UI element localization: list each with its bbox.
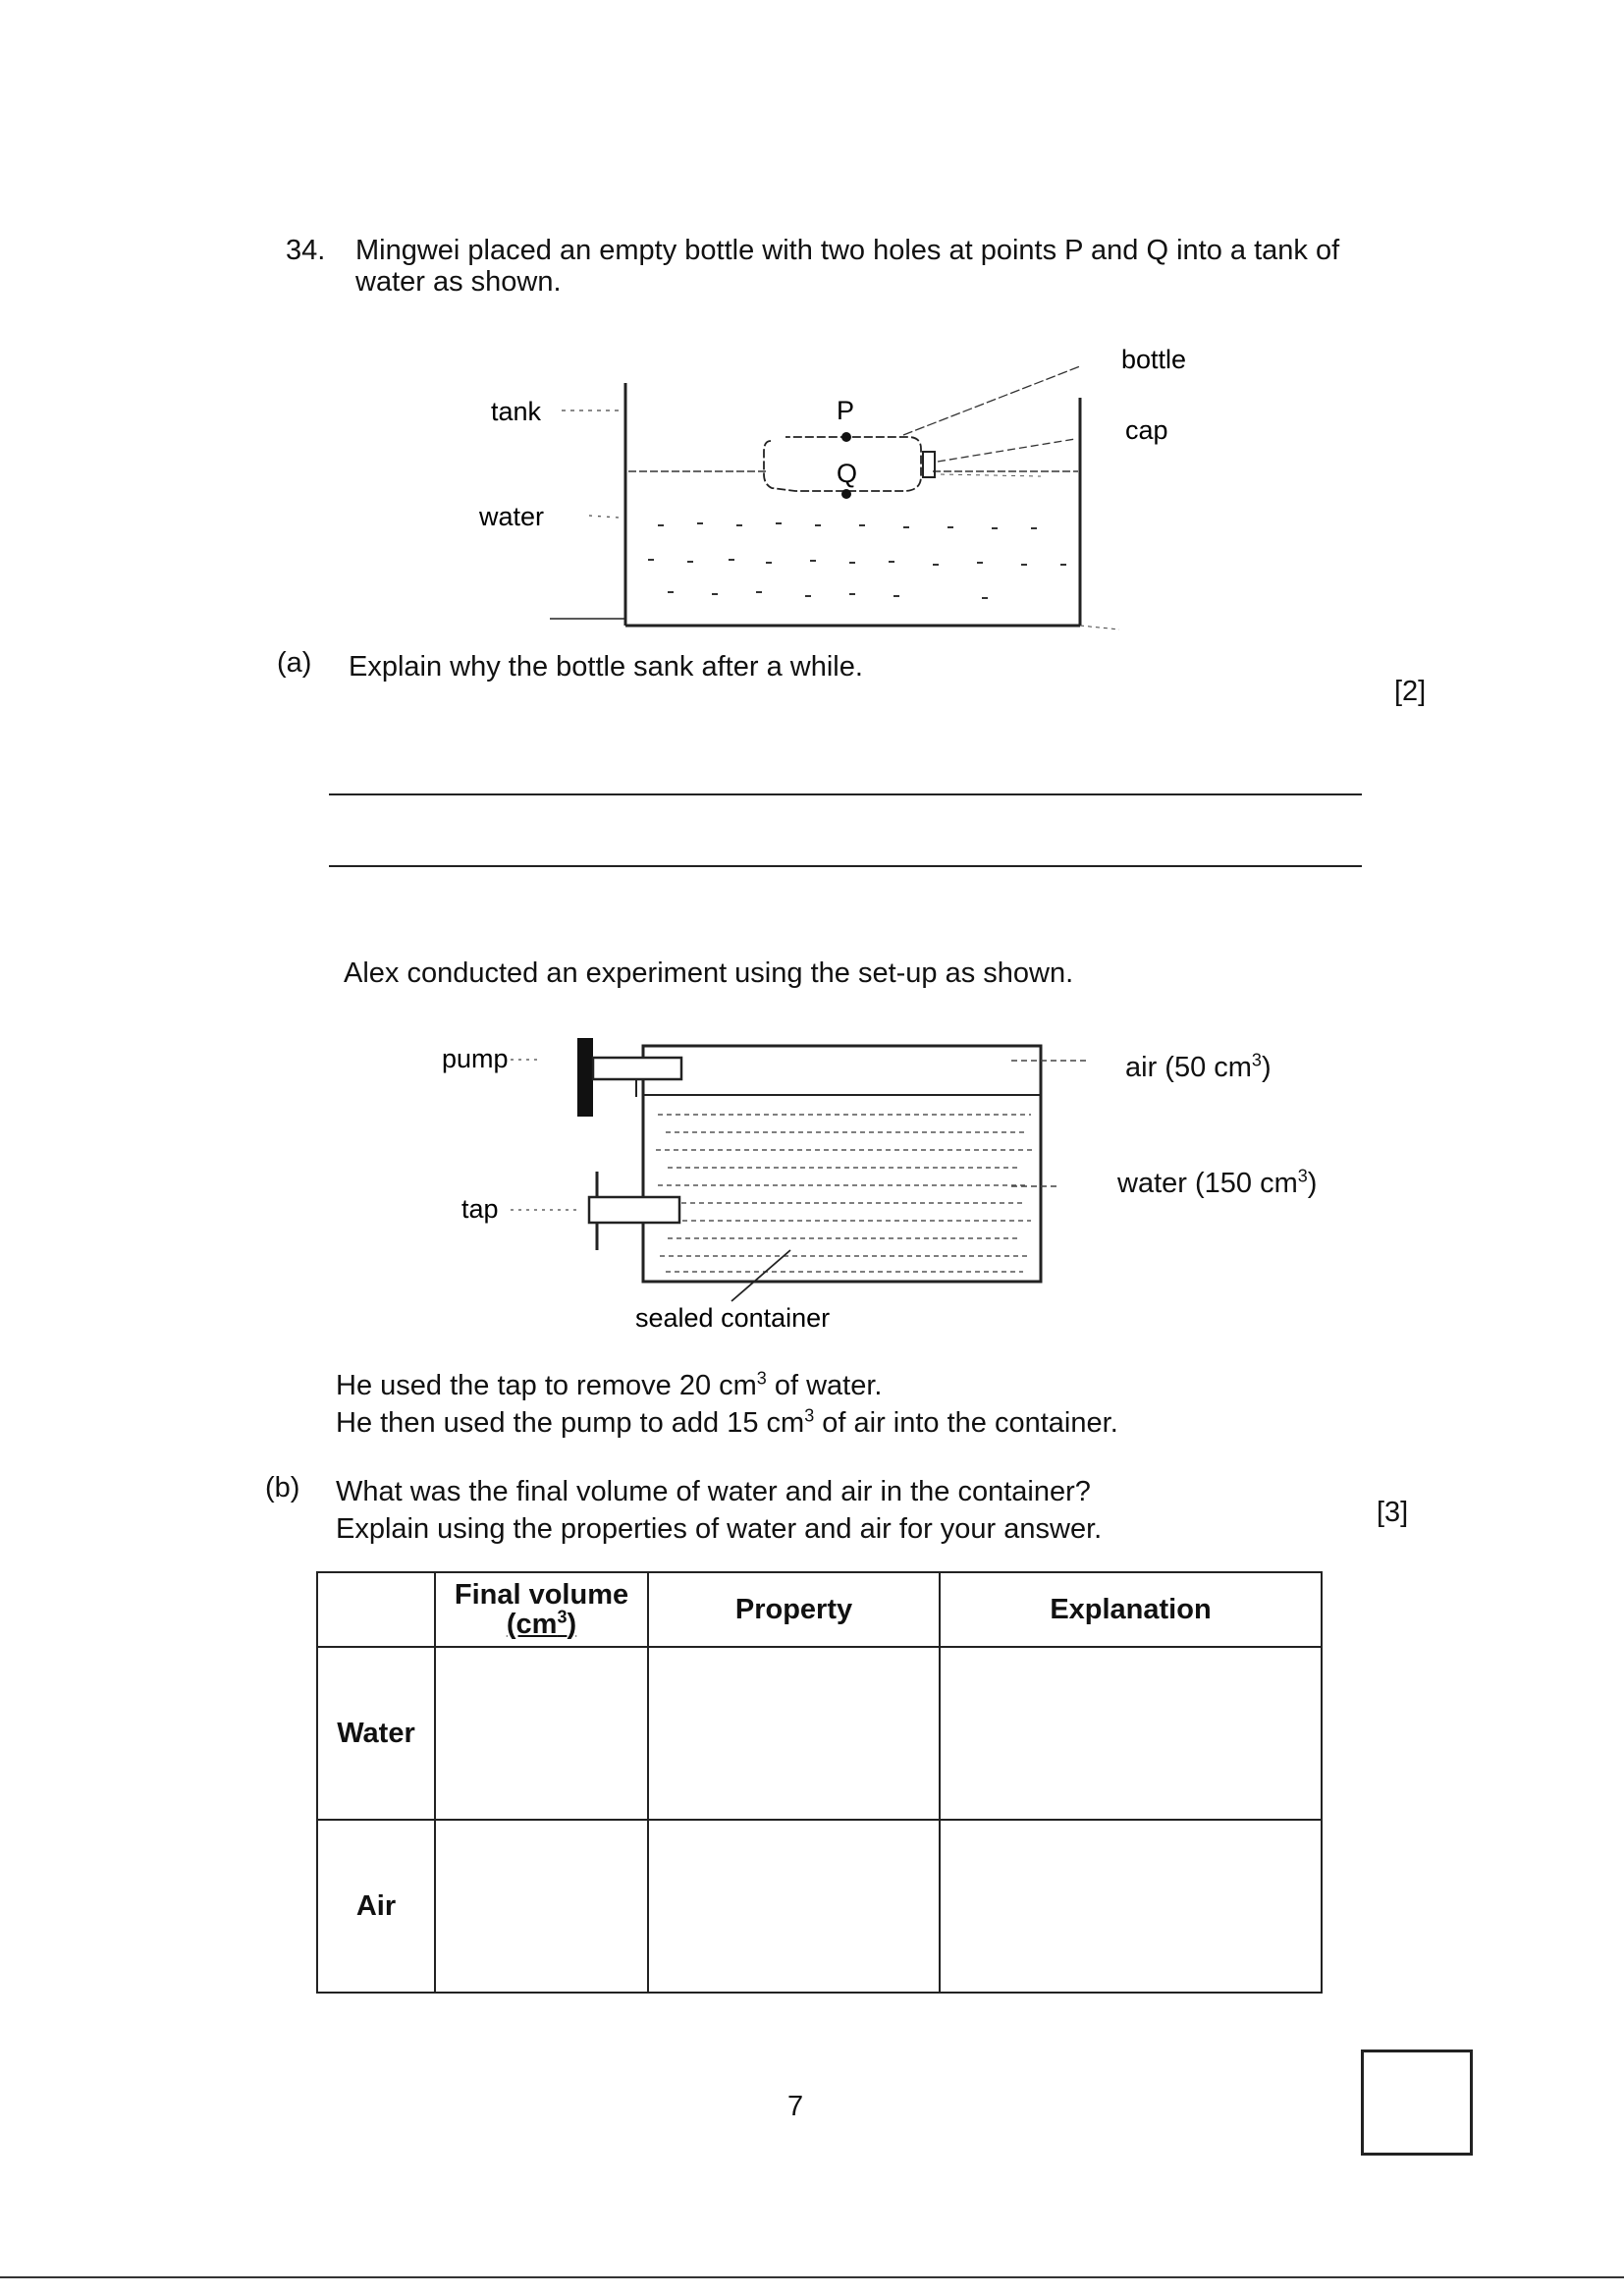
header-explanation: Explanation	[940, 1572, 1322, 1647]
water-property-cell[interactable]	[648, 1647, 940, 1820]
label-air-volume: air (50 $cm^3$)	[1125, 1050, 1272, 1083]
part-a-question: Explain why the bottle sank after a while.	[349, 651, 863, 683]
table-row-air	[317, 1820, 1322, 1993]
water-volume-cell[interactable]	[435, 1647, 648, 1820]
container-outline	[643, 1046, 1041, 1282]
air-volume-cell[interactable]	[435, 1820, 648, 1993]
step-add-air: He then used the pump to add 15 $cm^3$ of air into the container.	[336, 1405, 1118, 1439]
label-cap: cap	[1125, 415, 1168, 445]
question-number: 34.	[286, 235, 326, 266]
part-b-question-line1: What was the final volume of water and air in the container?	[336, 1476, 1091, 1507]
water-explanation-cell[interactable]	[940, 1647, 1322, 1820]
row-label-water: Water	[317, 1647, 435, 1820]
point-p	[841, 432, 851, 442]
experiment-intro: Alex conducted an experiment using the set-up as shown.	[344, 957, 1074, 989]
part-b-question-line2: Explain using the properties of water and air for your answer.	[336, 1513, 1103, 1545]
question-intro-line1: Mingwei placed an empty bottle with two holes at points P and Q into a tank of	[355, 235, 1340, 266]
water-dashes	[648, 523, 1066, 598]
air-explanation-cell[interactable]	[940, 1820, 1322, 1993]
answer-table	[316, 1571, 1323, 1994]
answer-line-2[interactable]	[329, 865, 1362, 867]
page-number: 7	[787, 2091, 804, 2122]
part-a-marks: [2]	[1394, 676, 1427, 707]
point-q	[841, 489, 851, 499]
label-tap: tap	[461, 1194, 499, 1224]
step-remove-water: He used the tap to remove 20 $cm^3$ of water.	[336, 1368, 883, 1401]
row-label-air: Air	[317, 1820, 435, 1993]
water-stipple	[656, 1115, 1033, 1272]
score-box[interactable]	[1361, 2050, 1473, 2156]
part-b-marks: [3]	[1377, 1497, 1409, 1528]
header-final-volume: Final volume $(cm^3)$	[435, 1572, 648, 1647]
label-bottle: bottle	[1121, 345, 1187, 374]
label-tank: tank	[491, 397, 542, 426]
question-intro-line2: water as shown.	[355, 266, 562, 298]
tap-body	[589, 1197, 679, 1223]
page-bottom-rule	[0, 2276, 1624, 2278]
bottle-cap	[923, 452, 935, 477]
label-p: P	[837, 396, 855, 425]
header-property: Property	[648, 1572, 940, 1647]
pump-tube	[593, 1058, 681, 1079]
label-water: water	[479, 502, 545, 531]
label-q: Q	[837, 459, 858, 488]
part-b-label: (b)	[265, 1472, 300, 1503]
label-sealed-container: sealed container	[635, 1303, 831, 1333]
table-header-row	[317, 1572, 1322, 1647]
bottle-tank-diagram	[471, 339, 1257, 643]
label-water-volume: water (150 $cm^3$)	[1117, 1166, 1318, 1199]
answer-line-1[interactable]	[329, 793, 1362, 795]
pump-handle	[577, 1038, 593, 1117]
part-a-label: (a)	[277, 647, 312, 679]
table-row-water	[317, 1647, 1322, 1820]
header-empty-cell	[317, 1572, 435, 1647]
label-pump: pump	[442, 1044, 509, 1073]
air-property-cell[interactable]	[648, 1820, 940, 1993]
